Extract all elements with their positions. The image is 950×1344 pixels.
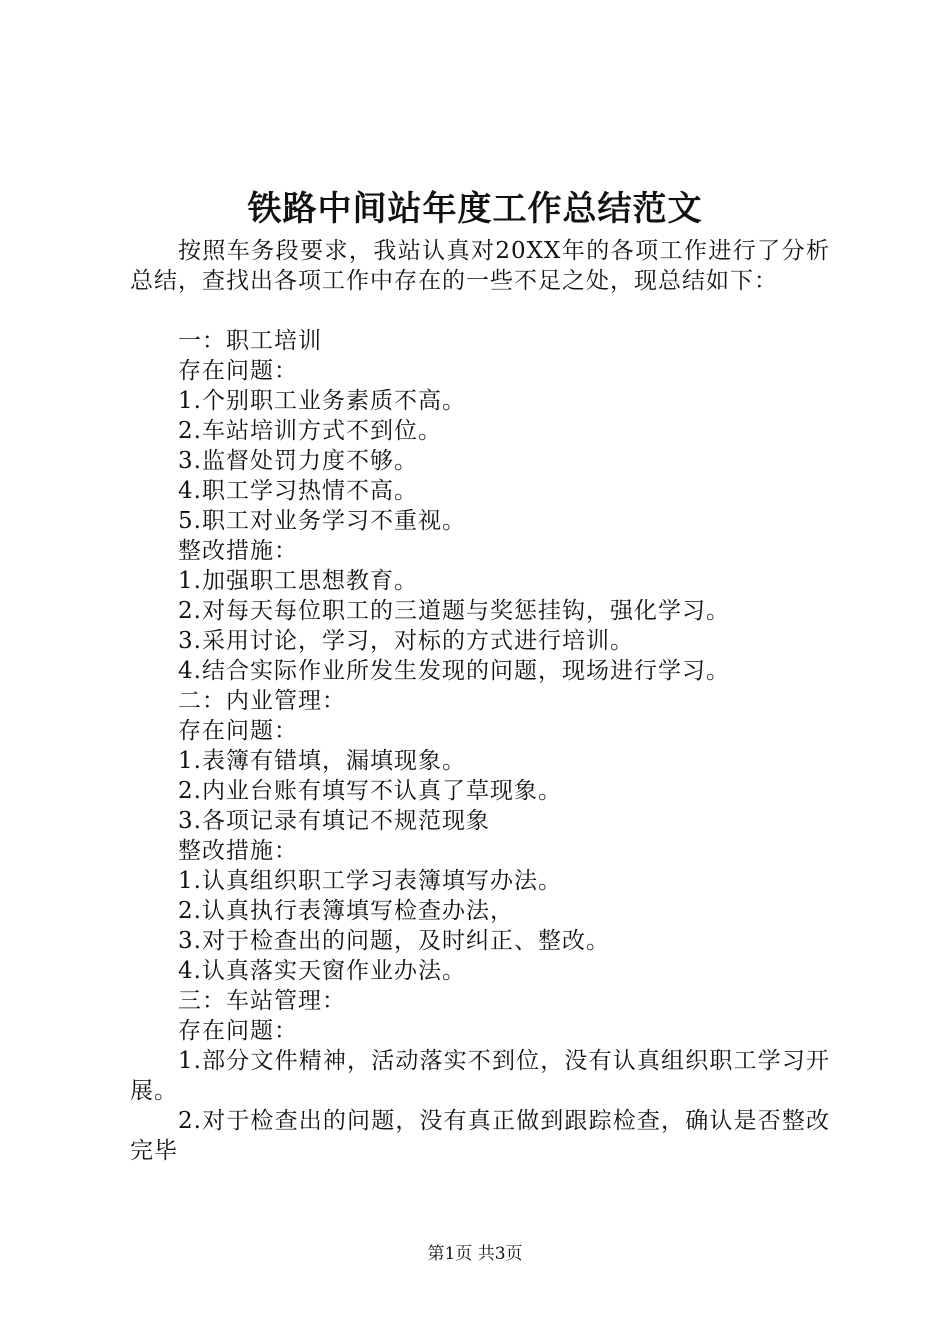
- list-item: 2.对每天每位职工的三道题与奖惩挂钩，强化学习。: [178, 598, 730, 624]
- list-item: 1.表簿有错填，漏填现象。: [178, 748, 466, 774]
- intro-paragraph: 按照车务段要求，我站认真对20XX年的各项工作进行了分析总结，查找出各项工作中存在的一些不足之处，现总结如下：: [130, 238, 830, 294]
- paragraph-spacer: [130, 296, 830, 326]
- section-heading-1: 一：职工培训: [178, 328, 322, 354]
- subheading-problems: 存在问题：: [178, 1018, 298, 1044]
- list-item: 2.车站培训方式不到位。: [178, 418, 442, 444]
- list-item: 1.认真组织职工学习表簿填写办法。: [178, 868, 562, 894]
- section-heading-3: 三：车站管理：: [178, 988, 346, 1014]
- list-item: 5.职工对业务学习不重视。: [178, 508, 466, 534]
- list-item-paragraph: 1.部分文件精神，活动落实不到位，没有认真组织职工学习开展。: [130, 1048, 830, 1104]
- document-body: [130, 236, 830, 1166]
- subheading-measures: 整改措施：: [178, 838, 298, 864]
- list-item: 4.职工学习热情不高。: [178, 478, 418, 504]
- section-heading-2: 二：内业管理：: [178, 688, 346, 714]
- list-item-paragraph: 2.对于检查出的问题，没有真正做到跟踪检查，确认是否整改完毕: [130, 1108, 830, 1164]
- subheading-measures: 整改措施：: [178, 538, 298, 564]
- list-item: 3.各项记录有填记不规范现象: [178, 808, 490, 834]
- list-item: 2.内业台账有填写不认真了草现象。: [178, 778, 562, 804]
- list-item: 1.加强职工思想教育。: [178, 568, 418, 594]
- document-title: 铁路中间站年度工作总结范文: [247, 189, 703, 229]
- page-footer: 第1页 共3页: [427, 1244, 523, 1264]
- list-item: 3.采用讨论，学习，对标的方式进行培训。: [178, 628, 634, 654]
- list-item: 4.结合实际作业所发生发现的问题，现场进行学习。: [178, 658, 730, 684]
- list-item: 3.对于检查出的问题，及时纠正、整改。: [178, 928, 610, 954]
- subheading-problems: 存在问题：: [178, 358, 298, 384]
- subheading-problems: 存在问题：: [178, 718, 298, 744]
- list-item: 4.认真落实天窗作业办法。: [178, 958, 466, 984]
- list-item: 3.监督处罚力度不够。: [178, 448, 418, 474]
- list-item: 1.个别职工业务素质不高。: [178, 388, 466, 414]
- list-item: 2.认真执行表簿填写检查办法，: [178, 898, 514, 924]
